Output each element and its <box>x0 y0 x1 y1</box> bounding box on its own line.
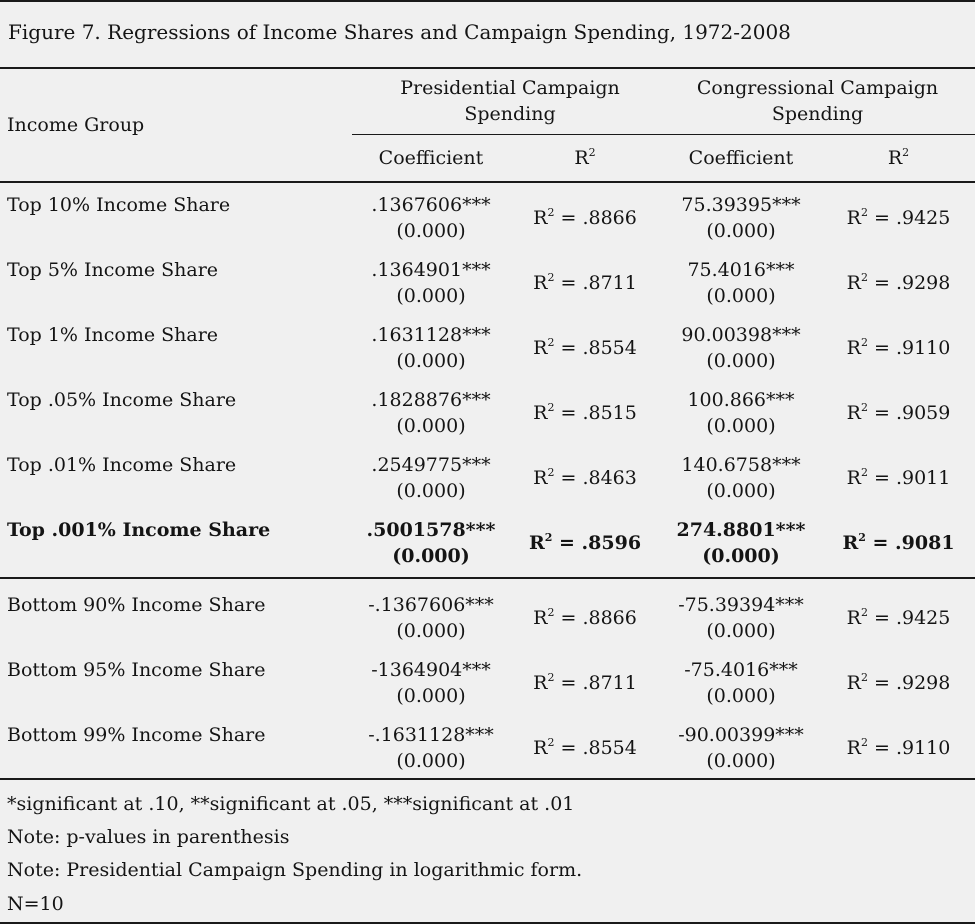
pres-r2-value: .8554 <box>582 737 637 759</box>
cong-pvalue: (0.000) <box>706 415 776 437</box>
pres-r2-cell <box>510 670 660 696</box>
r2-superscript: 2 <box>547 466 555 479</box>
pres-coefficient: -1364904*** <box>371 659 491 681</box>
pres-pvalue: (0.000) <box>396 685 466 707</box>
row-label: Top .01% Income Share <box>7 454 237 476</box>
note-n: N=10 <box>7 893 64 915</box>
pres-pvalue: (0.000) <box>396 480 466 502</box>
cong-pvalue: (0.000) <box>706 220 776 242</box>
header-pres-coefficient: Coefficient <box>378 147 484 169</box>
cong-r2-cell <box>822 465 975 491</box>
r2-superscript: 2 <box>547 206 555 219</box>
rule-caption-bottom <box>0 67 975 69</box>
cong-coefficient: -75.4016*** <box>684 659 798 681</box>
row-label: Top 10% Income Share <box>7 194 231 216</box>
pres-coefficient-cell <box>352 452 510 504</box>
rule-table-bottom <box>0 778 975 780</box>
cong-coefficient-cell <box>660 322 822 374</box>
r2-superscript: 2 <box>547 336 555 349</box>
row-label: Top 1% Income Share <box>7 324 219 346</box>
pres-coefficient-cell <box>352 517 510 569</box>
row-label: Top 5% Income Share <box>7 259 219 281</box>
pres-pvalue: (0.000) <box>396 220 466 242</box>
cong-pvalue: (0.000) <box>706 620 776 642</box>
cong-pvalue: (0.000) <box>706 480 776 502</box>
r2-prefix: R <box>533 607 548 629</box>
r2-superscript: 2 <box>860 736 868 749</box>
row-label: Top .05% Income Share <box>7 389 237 411</box>
pres-coefficient: .1364901*** <box>371 259 491 281</box>
cong-coefficient-cell <box>660 517 822 569</box>
pres-r2-value: .8866 <box>582 207 637 229</box>
r2-prefix: R <box>846 272 861 294</box>
r2-prefix: R <box>842 532 859 554</box>
r2-prefix: R <box>533 272 548 294</box>
r2-superscript: 2 <box>860 466 868 479</box>
pres-r2-cell <box>510 270 660 296</box>
r2-equals: = <box>554 272 583 294</box>
pres-r2-value: .8596 <box>581 532 642 554</box>
pres-r2-cell <box>510 400 660 426</box>
pres-coefficient: .5001578*** <box>366 519 496 541</box>
r2-equals: = <box>867 607 896 629</box>
pres-r2-cell <box>510 465 660 491</box>
r2-equals: = <box>554 207 583 229</box>
cong-r2-cell <box>822 205 975 231</box>
cong-pvalue: (0.000) <box>706 685 776 707</box>
cong-r2-value: .9081 <box>895 532 955 554</box>
pres-pvalue: (0.000) <box>396 750 466 772</box>
pres-pvalue: (0.000) <box>396 350 466 372</box>
rule-group-underline <box>352 134 975 135</box>
r2-prefix: R <box>846 737 861 759</box>
cong-pvalue: (0.000) <box>702 545 780 567</box>
cong-coefficient: 140.6758*** <box>681 454 801 476</box>
r2-equals: = <box>867 737 896 759</box>
rule-header-bottom <box>0 181 975 183</box>
cong-r2-value: .9110 <box>895 337 951 359</box>
pres-pvalue: (0.000) <box>396 285 466 307</box>
cong-coefficient-cell <box>660 452 822 504</box>
r2-equals: = <box>867 272 896 294</box>
pres-pvalue: (0.000) <box>396 620 466 642</box>
r2-superscript: 2 <box>544 531 553 544</box>
pres-r2-value: .8711 <box>582 672 637 694</box>
cong-coefficient: -90.00399*** <box>678 724 804 746</box>
r2-superscript: 2 <box>860 336 868 349</box>
r2-equals: = <box>867 672 896 694</box>
r2-prefix: R <box>533 207 548 229</box>
r2-superscript: 2 <box>860 671 868 684</box>
header-cong-coefficient: Coefficient <box>688 147 794 169</box>
note-log-form: Note: Presidential Campaign Spending in logarithmic form. <box>7 859 583 881</box>
pres-r2-value: .8463 <box>582 467 637 489</box>
cong-r2-cell <box>822 670 975 696</box>
r2-equals: = <box>552 532 582 554</box>
r2-prefix: R <box>846 337 861 359</box>
pres-r2-cell <box>510 605 660 631</box>
pres-r2-value: .8554 <box>582 337 637 359</box>
cong-coefficient: 75.39395*** <box>681 194 801 216</box>
pres-coefficient-cell <box>352 722 510 774</box>
pres-pvalue: (0.000) <box>392 545 470 567</box>
r2-superscript: 2 <box>547 401 555 414</box>
r2-superscript: 2 <box>547 736 555 749</box>
r2-equals: = <box>867 337 896 359</box>
pres-coefficient: -.1631128*** <box>368 724 494 746</box>
rule-group-separator <box>0 577 975 579</box>
note-pvalues: Note: p-values in parenthesis <box>7 826 290 848</box>
r2-superscript: 2 <box>858 531 866 544</box>
r2-superscript: 2 <box>860 271 868 284</box>
pres-coefficient-cell <box>352 192 510 244</box>
r2-equals: = <box>554 402 583 424</box>
cong-r2-cell <box>822 270 975 296</box>
pres-r2-cell <box>510 335 660 361</box>
pres-r2-cell <box>510 530 660 556</box>
cong-coefficient-cell <box>660 657 822 709</box>
pres-coefficient: .2549775*** <box>371 454 491 476</box>
pres-coefficient: .1828876*** <box>371 389 491 411</box>
r2-prefix: R <box>846 672 861 694</box>
pres-r2-cell <box>510 205 660 231</box>
pres-coefficient-cell <box>352 322 510 374</box>
cong-r2-cell <box>822 735 975 761</box>
row-label: Bottom 95% Income Share <box>7 659 266 681</box>
cong-pvalue: (0.000) <box>706 350 776 372</box>
pres-r2-value: .8711 <box>582 272 637 294</box>
cong-r2-cell <box>822 605 975 631</box>
r2-prefix: R <box>533 672 548 694</box>
pres-coefficient: .1631128*** <box>371 324 491 346</box>
r2-prefix: R <box>846 607 861 629</box>
r2-prefix: R <box>533 467 548 489</box>
r2-equals: = <box>554 607 583 629</box>
r2-prefix: R <box>533 737 548 759</box>
header-cong-r2: $R^2$ <box>887 146 910 169</box>
header-presidential-line1: Presidential Campaign <box>400 77 620 99</box>
cong-coefficient-cell <box>660 722 822 774</box>
row-label: Bottom 99% Income Share <box>7 724 266 746</box>
r2-superscript: 2 <box>547 271 555 284</box>
cong-pvalue: (0.000) <box>706 750 776 772</box>
r2-prefix: R <box>533 402 548 424</box>
pres-coefficient-cell <box>352 592 510 644</box>
header-presidential <box>352 75 668 127</box>
pres-coefficient: -.1367606*** <box>368 594 494 616</box>
header-congressional <box>660 75 975 127</box>
figure-caption: Figure 7. Regressions of Income Shares and Campaign Spending, 1972-2008 <box>8 20 791 44</box>
cong-r2-value: .9110 <box>895 737 951 759</box>
cong-coefficient: 100.866*** <box>687 389 795 411</box>
note-significance: *significant at .10, **significant at .05, ***significant at .01 <box>7 793 575 815</box>
r2-prefix: R <box>533 337 548 359</box>
cong-coefficient-cell <box>660 387 822 439</box>
cong-coefficient: -75.39394*** <box>678 594 804 616</box>
header-congressional-line1: Congressional Campaign <box>696 77 939 99</box>
row-label: Top .001% Income Share <box>7 519 271 541</box>
r2-prefix: R <box>846 207 861 229</box>
pres-coefficient-cell <box>352 257 510 309</box>
r2-equals: = <box>554 337 583 359</box>
header-presidential-line2: Spending <box>464 103 556 125</box>
cong-pvalue: (0.000) <box>706 285 776 307</box>
cong-r2-value: .9298 <box>895 672 951 694</box>
cong-coefficient: 90.00398*** <box>681 324 801 346</box>
cong-r2-cell <box>822 335 975 361</box>
cong-r2-cell <box>822 530 975 556</box>
pres-r2-value: .8515 <box>582 402 637 424</box>
header-income-group: Income Group <box>7 114 145 136</box>
cong-coefficient-cell <box>660 592 822 644</box>
cong-coefficient-cell <box>660 192 822 244</box>
pres-coefficient-cell <box>352 387 510 439</box>
r2-superscript: 2 <box>860 206 868 219</box>
r2-prefix: R <box>846 467 861 489</box>
r2-superscript: 2 <box>860 401 868 414</box>
cong-r2-value: .9011 <box>895 467 951 489</box>
pres-pvalue: (0.000) <box>396 415 466 437</box>
cong-coefficient-cell <box>660 257 822 309</box>
r2-equals: = <box>554 672 583 694</box>
pres-coefficient: .1367606*** <box>371 194 491 216</box>
r2-prefix: R <box>528 532 545 554</box>
header-pres-r2: $R^2$ <box>574 146 596 169</box>
cong-r2-value: .9059 <box>895 402 951 424</box>
row-label: Bottom 90% Income Share <box>7 594 266 616</box>
cong-r2-value: .9425 <box>895 607 951 629</box>
cong-coefficient: 274.8801*** <box>676 519 806 541</box>
r2-equals: = <box>867 402 896 424</box>
r2-superscript: 2 <box>547 606 555 619</box>
r2-equals: = <box>867 467 896 489</box>
cong-coefficient: 75.4016*** <box>687 259 795 281</box>
r2-equals: = <box>867 207 896 229</box>
pres-r2-cell <box>510 735 660 761</box>
cong-r2-cell <box>822 400 975 426</box>
r2-superscript: 2 <box>547 671 555 684</box>
r2-equals: = <box>554 467 583 489</box>
r2-equals: = <box>554 737 583 759</box>
r2-superscript: 2 <box>860 606 868 619</box>
r2-equals: = <box>865 532 896 554</box>
pres-coefficient-cell <box>352 657 510 709</box>
r2-prefix: R <box>846 402 861 424</box>
cong-r2-value: .9298 <box>895 272 951 294</box>
header-congressional-line2: Spending <box>771 103 864 125</box>
cong-r2-value: .9425 <box>895 207 951 229</box>
pres-r2-value: .8866 <box>582 607 637 629</box>
